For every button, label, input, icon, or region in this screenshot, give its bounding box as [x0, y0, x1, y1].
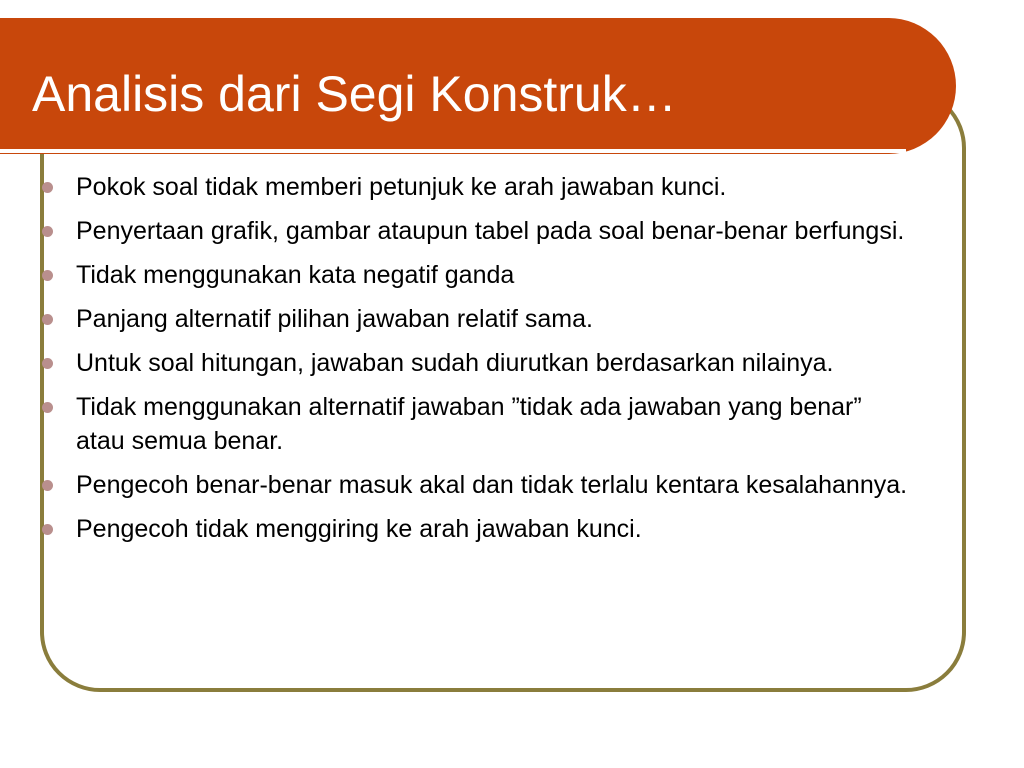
bullet-text: Pengecoh benar-benar masuk akal dan tidak terlalu kentara kesalahannya.	[76, 471, 908, 499]
bullet-text: Tidak menggunakan alternatif jawaban ”tidak ada jawaban yang benar” atau semua benar.	[76, 393, 862, 455]
bullet-text: Pokok soal tidak memberi petunjuk ke arah jawaban kunci.	[76, 173, 727, 201]
bullet-text: Untuk soal hitungan, jawaban sudah diurutkan berdasarkan nilainya.	[76, 349, 834, 377]
bullet-text: Tidak menggunakan kata negatif ganda	[76, 261, 515, 289]
bullet-item	[36, 512, 916, 546]
bullet-item	[36, 468, 916, 502]
bullet-dot-icon	[42, 480, 53, 491]
bullet-item	[36, 258, 916, 292]
bullet-item	[36, 170, 916, 204]
bullet-item	[36, 390, 916, 458]
bullet-dot-icon	[42, 402, 53, 413]
slide-title: Analisis dari Segi Konstruk…	[32, 66, 677, 122]
bullet-item	[36, 346, 916, 380]
bullet-text: Panjang alternatif pilihan jawaban relatif sama.	[76, 305, 593, 333]
bullet-dot-icon	[42, 358, 53, 369]
title-underline	[0, 149, 906, 153]
bullet-dot-icon	[42, 270, 53, 281]
bullet-item	[36, 302, 916, 336]
bullet-item	[36, 214, 916, 248]
bullet-dot-icon	[42, 226, 53, 237]
bullet-dot-icon	[42, 524, 53, 535]
title-bar	[0, 18, 956, 154]
bullet-dot-icon	[42, 314, 53, 325]
bullet-list	[36, 170, 916, 556]
bullet-text: Penyertaan grafik, gambar ataupun tabel pada soal benar-benar berfungsi.	[76, 217, 905, 245]
bullet-dot-icon	[42, 182, 53, 193]
bullet-text: Pengecoh tidak menggiring ke arah jawaban kunci.	[76, 515, 642, 543]
